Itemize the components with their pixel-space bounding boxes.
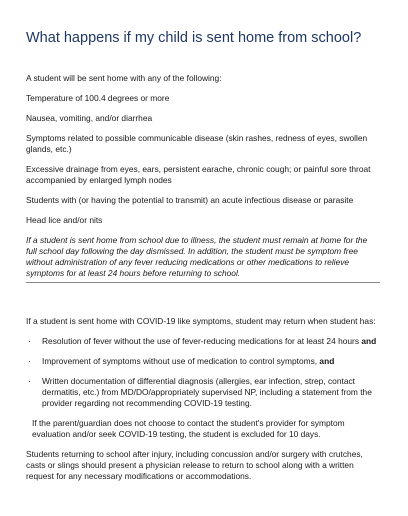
bullet-mark: · (28, 336, 31, 346)
covid-criterion (26, 336, 380, 347)
criterion-body: Improvement of symptoms without use of medication to control symptoms, (42, 356, 318, 366)
criterion-conjunction: and (361, 336, 377, 346)
injury-note: Students returning to school after injury, including concussion and/or surgery with crutches, casts or slings should present a physician release to return to school along with a written request for any necessary modifications or accommodations. (26, 449, 363, 481)
covid-criterion (26, 376, 380, 409)
criterion-text (42, 336, 380, 347)
covid-intro: If a student is sent home with COVID-19 like symptoms, student may return when student has: (26, 316, 376, 326)
condition-item: Symptoms related to possible communicable disease (skin rashes, redness of eyes, swollen glands, etc.) (26, 133, 368, 154)
criterion-conjunction: and (319, 356, 335, 366)
bullet-mark: · (28, 356, 31, 366)
condition-item: Students with (or having the potential to transmit) an acute infectious disease or parasite (26, 195, 354, 205)
page-title: What happens if my child is sent home from school? (26, 30, 362, 46)
intro-text: A student will be sent home with any of the following: (26, 73, 222, 83)
covid-exclusion: If the parent/guardian does not choose to contact the student's provider for symptom evaluation and/or seek COVID-19 testing, the student is excluded for 10 days. (32, 418, 345, 439)
covid-criterion (26, 356, 380, 367)
criterion-text (42, 356, 380, 367)
condition-item: Nausea, vomiting, and/or diarrhea (26, 113, 153, 123)
illness-note: If a student is sent home from school due to illness, the student must remain at home for the full school day following the day dismissed. In addition, the student must be symptom free without administration of any fever reducing medications or other medications to relieve symptoms for at least 24 hours before returning to school. (26, 235, 380, 283)
condition-item: Head lice and/or nits (26, 215, 103, 225)
condition-item: Excessive drainage from eyes, ears, persistent earache, chronic cough; or painful sore throat accompanied by enlarged lymph nodes (26, 164, 371, 185)
bullet-mark: · (28, 376, 31, 386)
criterion-body: Written documentation of differential diagnosis (allergies, ear infection, strep, contact dermatitis, etc.) from MD/DO/appropriately supervised NP, including a statement from the provider regarding not recommending COVID-19 testing. (42, 376, 372, 408)
criterion-text (42, 376, 380, 409)
condition-item: Temperature of 100.4 degrees or more (26, 93, 170, 103)
criterion-body: Resolution of fever without the use of fever-reducing medications for at least 24 hours (42, 336, 360, 346)
